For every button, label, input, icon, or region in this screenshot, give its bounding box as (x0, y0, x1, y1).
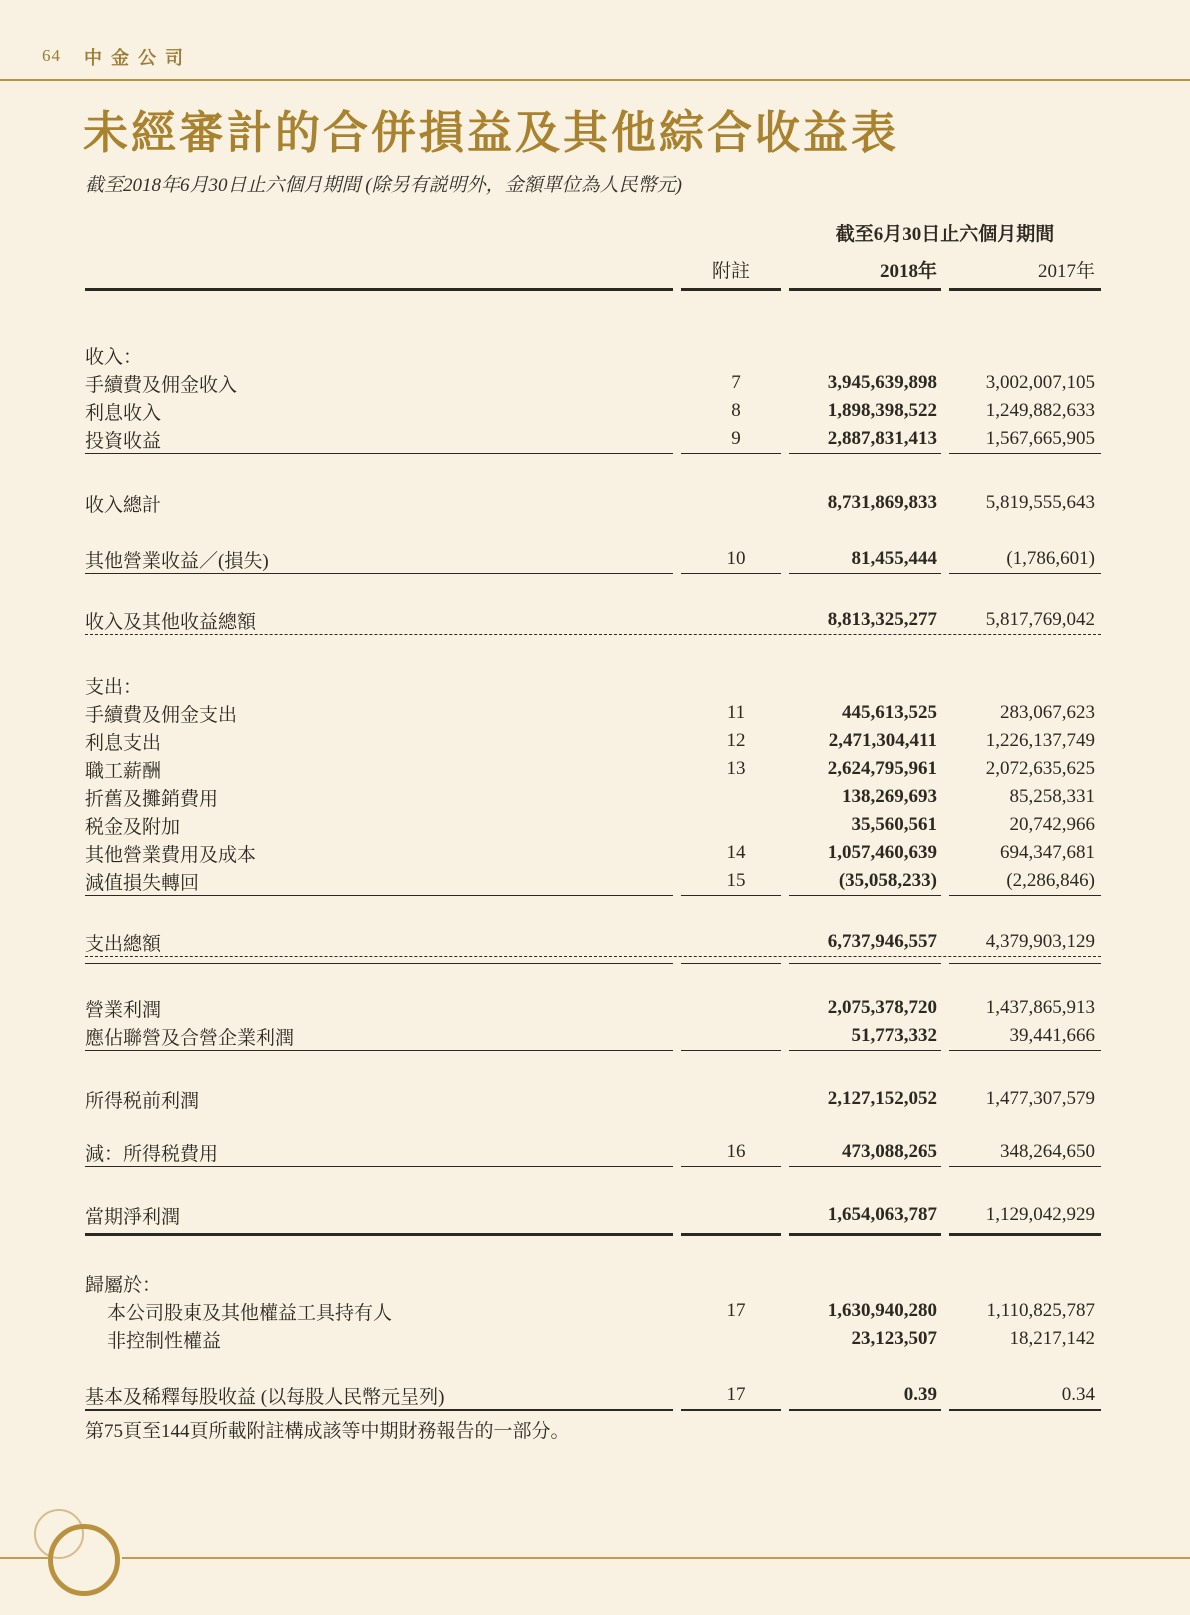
row-value-2017: 1,226,137,749 (985, 730, 1096, 751)
table-row (85, 671, 1101, 699)
bottom-rule (0, 1557, 48, 1559)
row-note (681, 1022, 781, 1050)
row-note (681, 928, 781, 956)
row-note (681, 1201, 781, 1229)
table-gap (85, 517, 1101, 545)
row-value-2018: 2,887,831,413 (827, 428, 937, 449)
row-label: 收入及其他收益總額 (85, 611, 257, 633)
table-gap (85, 577, 1101, 606)
table-row (85, 369, 1101, 397)
rule-segment (789, 1409, 941, 1414)
row-label: 收入總計 (85, 494, 162, 516)
rule-segment (949, 1409, 1101, 1414)
row-note: 7 (731, 372, 741, 393)
row-value-2018: 138,269,693 (842, 786, 937, 807)
row-value-2017: 3,002,007,105 (985, 372, 1096, 393)
row-value-2018: 2,127,152,052 (827, 1088, 937, 1109)
row-value-2018: 1,630,940,280 (827, 1300, 937, 1321)
row-note: 12 (726, 730, 746, 751)
rule-segment (949, 288, 1101, 295)
row-label: 基本及稀釋每股收益 (以每股人民幣元呈列) (85, 1386, 445, 1408)
row-label: 歸屬於： (85, 1274, 162, 1296)
row-label: 利息收入 (85, 402, 162, 424)
row-note: 17 (726, 1384, 746, 1405)
row-value-2017: 5,817,769,042 (985, 609, 1096, 630)
row-value-2017: 694,347,681 (1000, 842, 1096, 863)
row-value-2017: (1,786,601) (1006, 548, 1096, 569)
row-value-2017: 20,742,966 (1009, 814, 1096, 835)
row-label: 投資收益 (85, 430, 162, 452)
row-value-2017: 348,264,650 (1000, 1141, 1096, 1162)
row-value-2018: 1,898,398,522 (827, 400, 937, 421)
row-value-2018 (789, 1269, 941, 1297)
column-header-2018: 2018年 (879, 260, 937, 282)
company-name: 中金公司 (84, 48, 192, 68)
row-value-2017: 85,258,331 (1009, 786, 1096, 807)
table-row (85, 341, 1101, 369)
row-note (681, 994, 781, 1022)
row-value-2018: 3,945,639,898 (827, 372, 937, 393)
row-label: 其他營業收益／(損失) (85, 550, 269, 572)
row-note: 14 (726, 842, 746, 863)
table-row (85, 839, 1101, 867)
table-row (85, 1381, 1101, 1409)
thick-ring-icon (48, 1524, 120, 1596)
row-value-2018: (35,058,233) (838, 870, 937, 891)
statement-table-body (85, 295, 1101, 1414)
rule-segment (85, 1409, 673, 1414)
rule-segment (681, 288, 781, 295)
row-value-2017 (949, 341, 1101, 369)
row-label: 營業利潤 (85, 999, 162, 1021)
row-value-2017: 1,437,865,913 (985, 997, 1096, 1018)
rule-segment (85, 1233, 673, 1240)
table-gap (85, 899, 1101, 928)
row-note (681, 489, 781, 517)
table-row (85, 1022, 1101, 1050)
table-row (85, 545, 1101, 573)
row-note (681, 1325, 781, 1353)
table-row (85, 489, 1101, 517)
row-value-2018 (789, 341, 941, 369)
table-row (85, 727, 1101, 755)
column-header-2017: 2017年 (1038, 260, 1096, 282)
table-row (85, 606, 1101, 634)
table-rule (85, 1409, 1101, 1414)
row-value-2017: 4,379,903,129 (985, 931, 1096, 952)
statement-table (77, 214, 1109, 1414)
row-value-2017: 1,110,825,787 (986, 1300, 1096, 1321)
period-header-row (85, 214, 1101, 250)
table-gap (85, 967, 1101, 994)
row-value-2018: 2,471,304,411 (828, 730, 937, 751)
row-value-2017: 1,249,882,633 (985, 400, 1096, 421)
row-value-2017 (949, 1269, 1101, 1297)
row-note: 10 (726, 548, 746, 569)
page-title: 未經審計的合併損益及其他綜合收益表 (83, 108, 900, 158)
row-value-2018: 8,731,869,833 (827, 492, 937, 513)
row-value-2017: 18,217,142 (1009, 1328, 1096, 1349)
row-note (681, 1269, 781, 1297)
row-value-2017: 0.34 (1061, 1384, 1096, 1405)
rule-segment (789, 288, 941, 295)
table-row (85, 699, 1101, 727)
table-row (85, 783, 1101, 811)
table-gap (85, 1240, 1101, 1269)
table-row (85, 1138, 1101, 1166)
row-value-2018: 6,737,946,557 (827, 931, 937, 952)
row-value-2018: 35,560,561 (851, 814, 937, 835)
row-value-2017 (949, 671, 1101, 699)
table-rule (85, 288, 1101, 295)
row-note (681, 811, 781, 839)
rule-segment (681, 1409, 781, 1414)
row-value-2018: 23,123,507 (851, 1328, 937, 1349)
row-label: 其他營業費用及成本 (85, 844, 257, 866)
table-row (85, 867, 1101, 895)
row-note: 13 (726, 758, 746, 779)
row-label: 收入： (85, 346, 143, 368)
row-note (681, 783, 781, 811)
row-value-2017: 1,477,307,579 (985, 1088, 1096, 1109)
period-header: 截至6月30日止六個月期間 (835, 223, 1055, 245)
row-value-2017: (2,286,846) (1006, 870, 1096, 891)
row-value-2018: 1,057,460,639 (827, 842, 937, 863)
column-header-note: 附註 (711, 260, 750, 282)
row-label: 職工薪酬 (85, 760, 162, 782)
table-row (85, 1201, 1101, 1229)
row-note: 8 (731, 400, 741, 421)
row-value-2018: 8,813,325,277 (827, 609, 937, 630)
row-label: 所得税前利潤 (85, 1090, 200, 1112)
row-label: 手續費及佣金收入 (85, 374, 238, 396)
row-note (681, 341, 781, 369)
row-value-2018: 81,455,444 (851, 548, 937, 569)
row-value-2018: 2,624,795,961 (827, 758, 937, 779)
table-gap (85, 295, 1101, 341)
table-gap (85, 1113, 1101, 1138)
header-rule (0, 79, 1190, 81)
table-gap (85, 1353, 1101, 1381)
row-value-2018: 2,075,378,720 (827, 997, 937, 1018)
row-label: 本公司股東及其他權益工具持有人 (107, 1302, 393, 1324)
row-note: 9 (731, 428, 741, 449)
row-label: 手續費及佣金支出 (85, 704, 238, 726)
rule-segment (949, 1233, 1101, 1240)
table-row (85, 397, 1101, 425)
row-label: 減：所得税費用 (85, 1143, 219, 1165)
row-label: 折舊及攤銷費用 (85, 788, 219, 810)
row-value-2017: 1,129,042,929 (985, 1204, 1096, 1225)
rule-segment (789, 1233, 941, 1240)
row-label: 當期淨利潤 (85, 1206, 181, 1228)
row-label: 減值損失轉回 (85, 872, 200, 894)
rule-segment (681, 1233, 781, 1240)
table-row (85, 1297, 1101, 1325)
row-value-2018: 0.39 (903, 1384, 937, 1405)
row-value-2018: 51,773,332 (851, 1025, 937, 1046)
row-value-2017: 1,567,665,905 (985, 428, 1096, 449)
row-value-2018 (789, 671, 941, 699)
table-row (85, 1085, 1101, 1113)
row-note: 15 (726, 870, 746, 891)
row-value-2017: 39,441,666 (1009, 1025, 1096, 1046)
row-note: 16 (726, 1141, 746, 1162)
row-label: 支出： (85, 676, 143, 698)
row-value-2017: 5,819,555,643 (985, 492, 1096, 513)
row-value-2017: 2,072,635,625 (985, 758, 1096, 779)
row-note (681, 606, 781, 634)
row-value-2018: 1,654,063,787 (827, 1204, 937, 1225)
row-note: 17 (726, 1300, 746, 1321)
table-row (85, 425, 1101, 453)
table-row (85, 755, 1101, 783)
row-label: 支出總額 (85, 933, 162, 955)
row-label: 利息支出 (85, 732, 162, 754)
row-note (681, 671, 781, 699)
row-value-2018: 473,088,265 (842, 1141, 937, 1162)
bottom-rule (122, 1557, 1190, 1559)
table-row (85, 1325, 1101, 1353)
row-label: 税金及附加 (85, 816, 181, 838)
row-note: 11 (726, 702, 746, 723)
table-row (85, 928, 1101, 956)
table-gap (85, 639, 1101, 671)
table-row (85, 1269, 1101, 1297)
table-gap (85, 457, 1101, 489)
row-label: 非控制性權益 (107, 1330, 222, 1352)
footer-note: 第75頁至144頁所載附註構成該等中期財務報告的一部分。 (85, 1421, 570, 1442)
row-label: 應佔聯營及合營企業利潤 (85, 1027, 295, 1049)
row-value-2018: 445,613,525 (842, 702, 937, 723)
page-number: 64 (42, 46, 61, 65)
page-subtitle: 截至2018年6月30日止六個月期間 (除另有説明外，金額單位為人民幣元) (85, 175, 682, 196)
column-header-row (85, 250, 1101, 288)
table-row (85, 811, 1101, 839)
table-rule (85, 1233, 1101, 1240)
rule-segment (85, 288, 673, 295)
table-gap (85, 1054, 1101, 1085)
row-note (681, 1085, 781, 1113)
row-value-2017: 283,067,623 (1000, 702, 1096, 723)
table-row (85, 994, 1101, 1022)
table-gap (85, 1170, 1101, 1201)
